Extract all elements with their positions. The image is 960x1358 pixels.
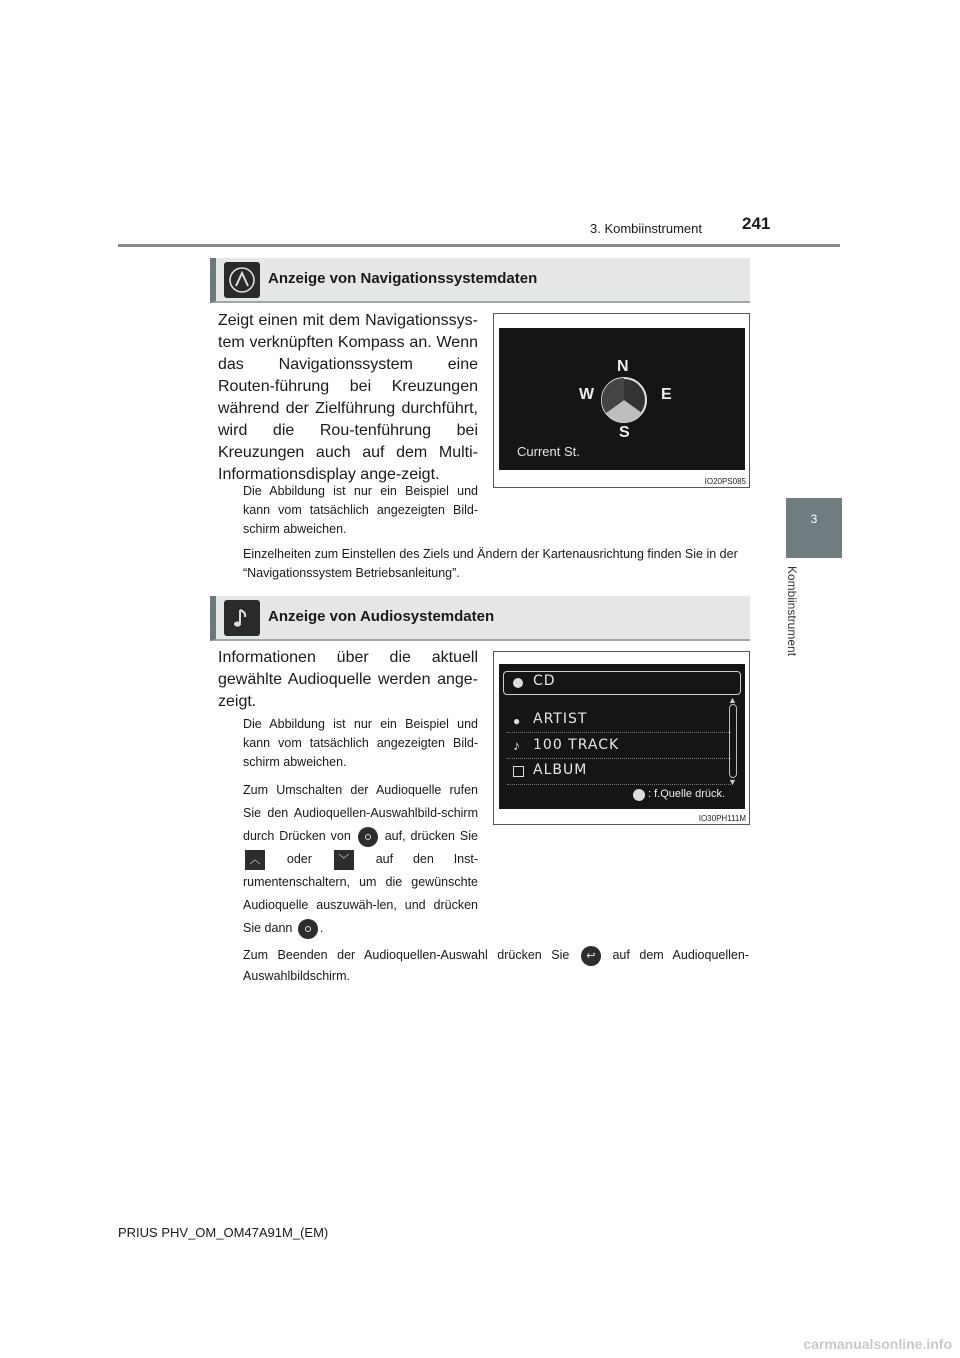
audio-screen — [499, 664, 745, 809]
track-note-icon: ♪ — [513, 737, 520, 753]
instruction-paragraph — [243, 779, 478, 940]
compass-w-label: W — [579, 386, 595, 403]
dial-button-icon — [358, 827, 378, 847]
back-button-icon: ↩ — [581, 946, 601, 966]
instruction-text: auf den Inst-rumentenschaltern, um die gewünschte Audioquelle auszuwäh-len, und drücken Sie dann — [243, 852, 478, 935]
instruction-text: Zum Umschalten der Audioquelle rufen Sie den Audioquellen-Auswahlbild-schirm durch Drücken von — [243, 783, 478, 843]
chapter-tab-label: Kombiinstrument — [785, 566, 799, 657]
scroll-up-icon: ▲ — [728, 695, 737, 705]
source-hint: : f.Quelle drück. — [648, 788, 726, 800]
compass-screen — [499, 328, 745, 470]
watermark: carmanualsonline.info — [803, 1336, 952, 1352]
instruction-text: oder — [286, 852, 312, 866]
compass-n-label: N — [617, 358, 629, 375]
compass-figure — [493, 313, 750, 488]
section-body-text: Informationen über die aktuell gewählte Audioquelle werden ange-zeigt. — [218, 649, 478, 710]
section-heading-audio — [210, 596, 750, 641]
compass-s-label: S — [619, 424, 630, 441]
document-id: PRIUS PHV_OM_OM47A91M_(EM) — [118, 1225, 329, 1240]
section-heading-navigation — [210, 258, 750, 303]
section-title: Anzeige von Audiosystemdaten — [268, 608, 495, 625]
section-body-text: Zeigt einen mit dem Navigationssys-tem verknüpften Kompass an. Wenn das Navigationssystem eine Routen-führung bei Kreuzungen während der Zielführung durchführt, wird die Rou-tenführung bei Kreuzungen auch auf dem Multi-Informationsdisplay ange-zeigt. — [218, 312, 478, 483]
separator — [507, 784, 731, 785]
up-arrow-button-icon: ︿ — [245, 850, 265, 870]
chapter-tab — [786, 498, 842, 558]
music-note-icon — [224, 600, 260, 636]
reference-note: Einzelheiten zum Einstellen des Ziels und Ändern der Kartenausrichtung finden Sie in der “Navigationssystem Betriebsanleitung”. — [243, 547, 738, 580]
artist-icon: ● — [513, 714, 521, 728]
audio-figure — [493, 651, 750, 825]
scroll-down-icon: ▼ — [728, 777, 737, 787]
source-cd: CD — [533, 673, 556, 689]
figure-id: IO30PH111M — [698, 814, 746, 823]
instruction-text: Zum Beenden der Audioquellen-Auswahl drücken Sie — [243, 948, 570, 962]
track-row: 100 TRACK — [533, 737, 620, 753]
compass-e-label: E — [661, 386, 672, 403]
separator — [507, 758, 731, 759]
figure-note: Die Abbildung ist nur ein Beispiel und kann vom tatsächlich angezeigten Bild-schirm abweichen. — [243, 717, 478, 769]
dial-button-icon — [298, 919, 318, 939]
separator — [507, 732, 731, 733]
chapter-title: 3. Kombiinstrument — [590, 221, 702, 236]
figure-id: IO20PS085 — [704, 477, 746, 486]
instruction-text: . — [319, 921, 324, 935]
album-row: ALBUM — [533, 762, 588, 778]
section-title: Anzeige von Navigationssystemdaten — [268, 270, 538, 287]
album-icon — [513, 766, 524, 777]
header-rule — [118, 244, 840, 247]
exit-instruction — [243, 945, 749, 986]
instruction-text: drücken Sie — [410, 829, 478, 843]
scrollbar — [729, 704, 737, 778]
cd-icon — [513, 678, 523, 688]
chapter-tab-number: 3 — [810, 512, 818, 526]
dial-icon — [633, 789, 645, 801]
artist-row: ARTIST — [533, 711, 588, 727]
figure-note: Die Abbildung ist nur ein Beispiel und kann vom tatsächlich angezeigten Bild-schirm abweichen. — [243, 484, 478, 536]
down-arrow-button-icon: ﹀ — [334, 850, 354, 870]
instruction-text: auf dem Audioquellen-Auswahlbildschirm. — [243, 948, 749, 983]
street-name: Current St. — [517, 444, 580, 459]
instruction-text: auf, — [384, 829, 406, 843]
navigation-arrow-icon — [224, 262, 260, 298]
page-number: 241 — [742, 214, 771, 233]
